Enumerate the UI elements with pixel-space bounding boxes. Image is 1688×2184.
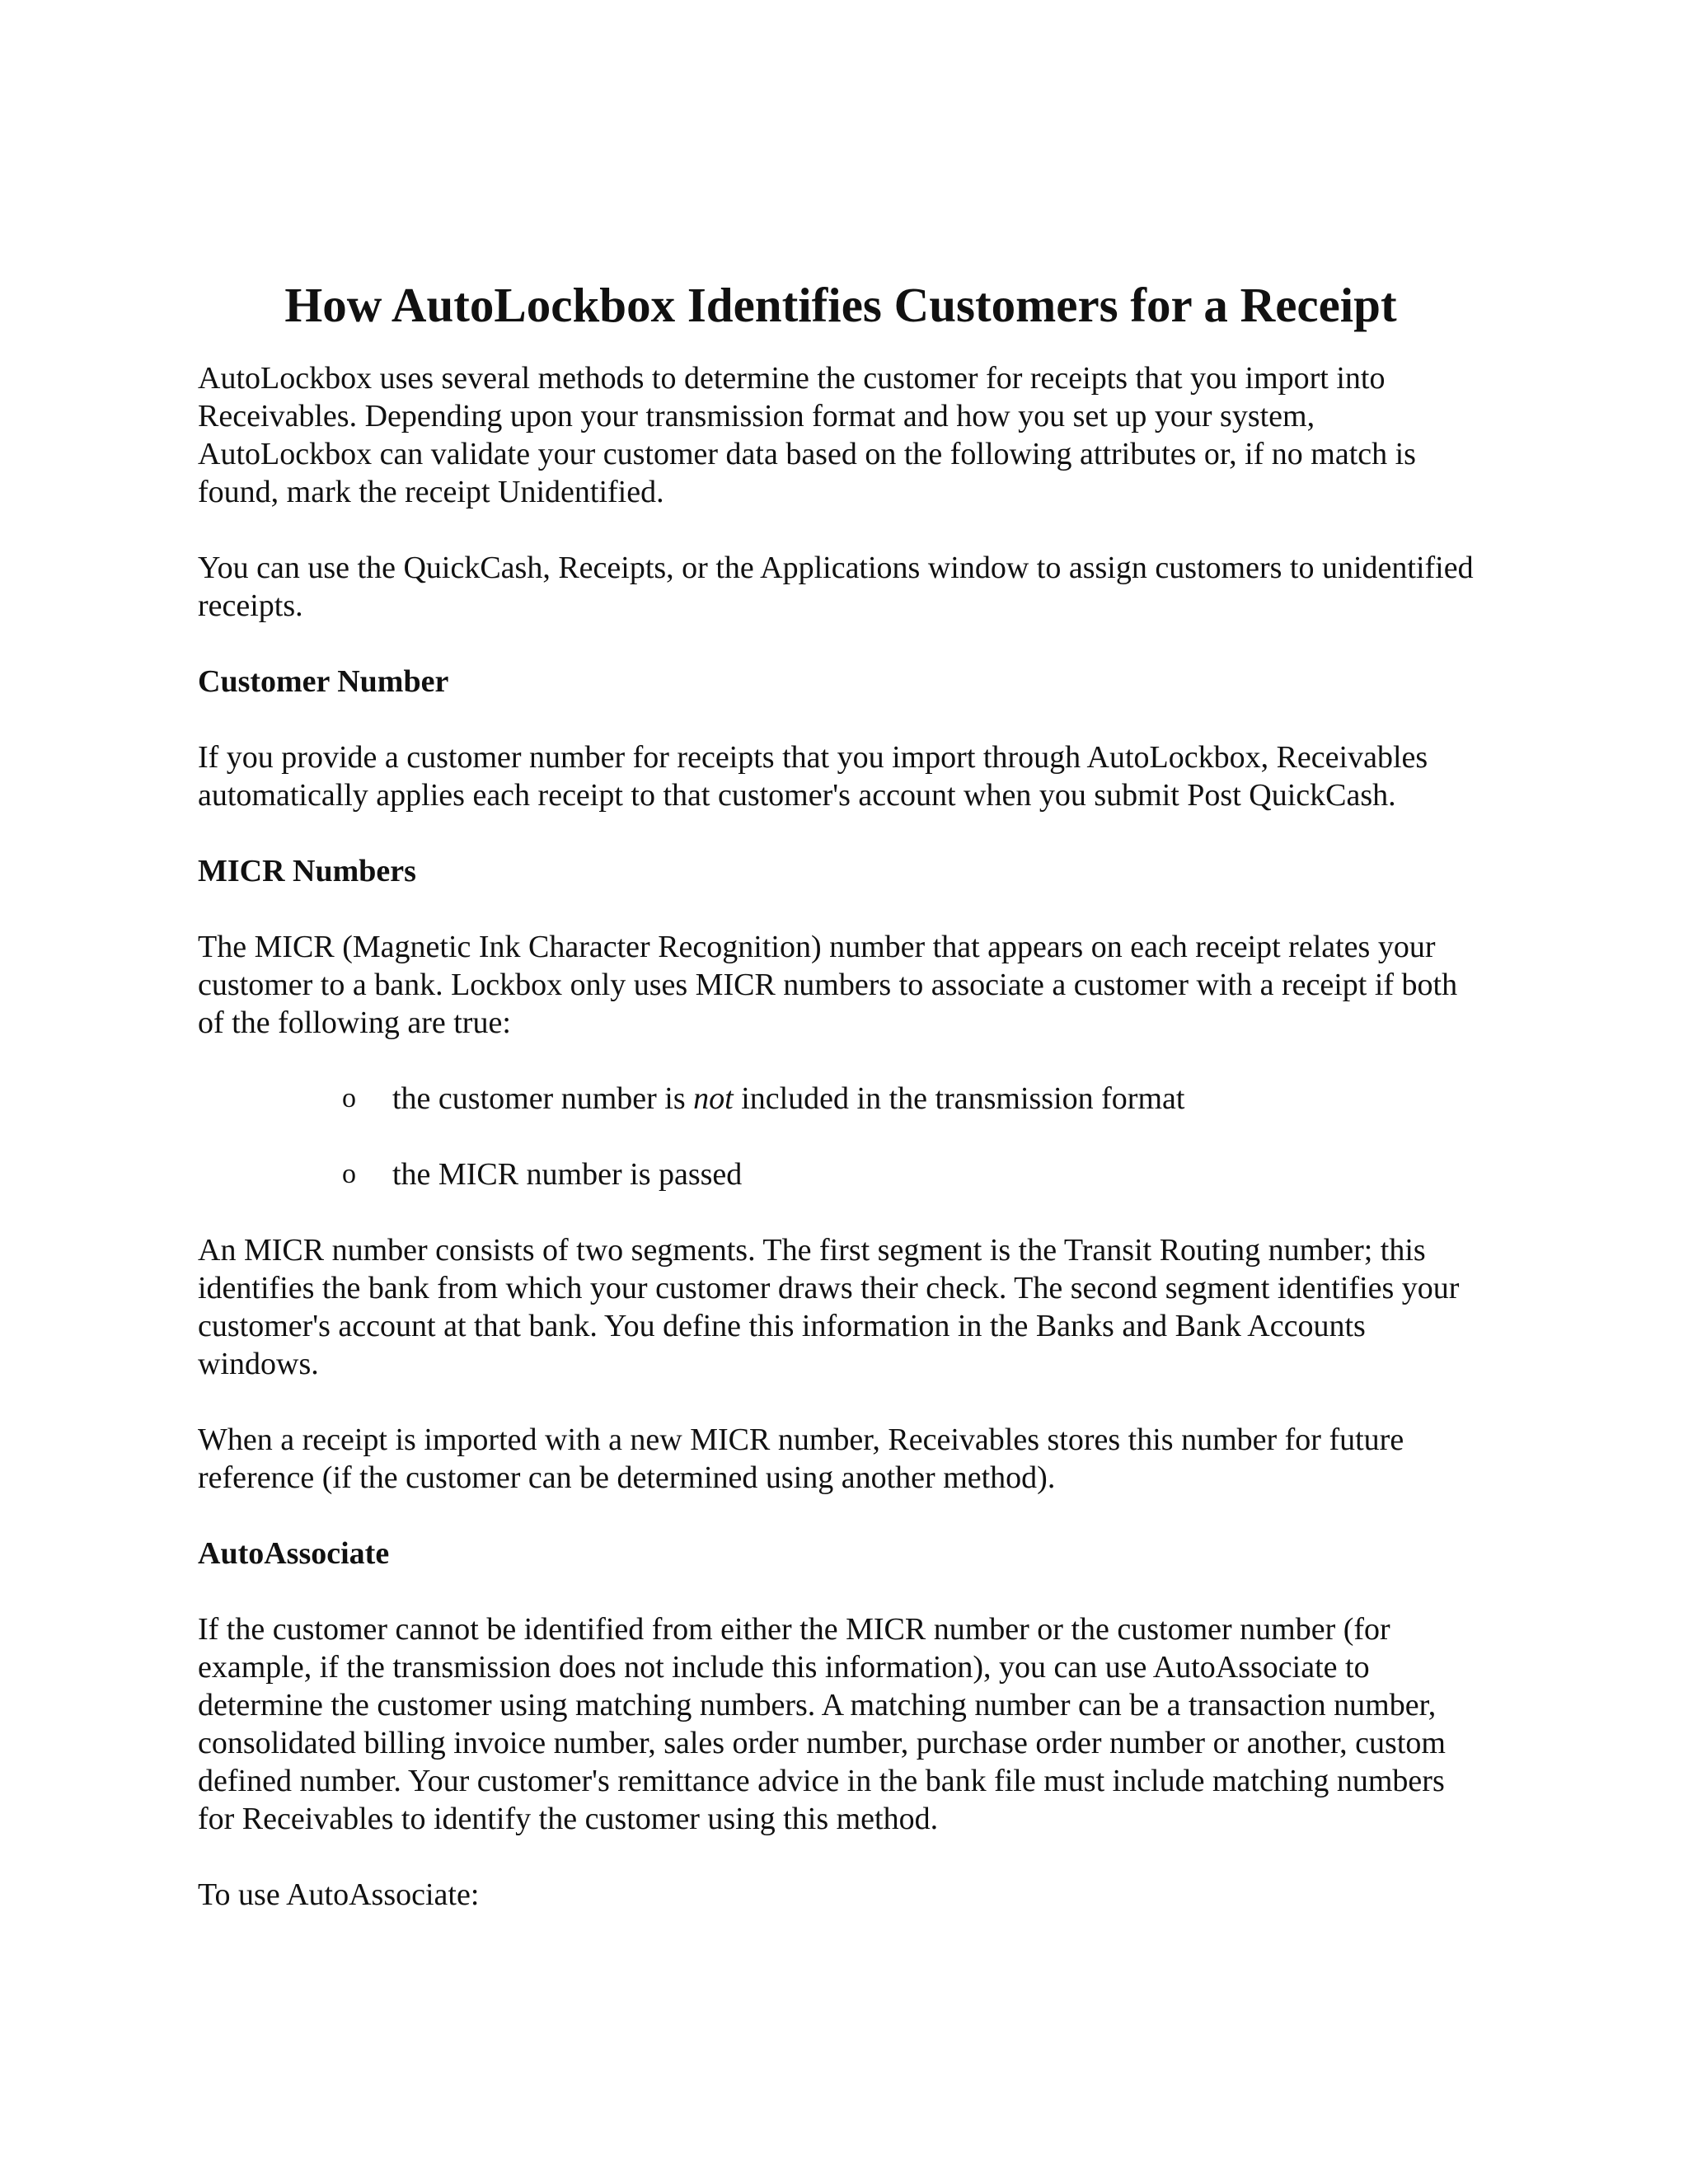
autoassociate-paragraph-1: If the customer cannot be identified from either the MICR number or the customer number (for example, if the transmission does not include this information), you can use AutoAssociate to determine the customer using matching numbers. A matching number can be a transaction number, consolidated billing invoice number, sales order number, purchase order number or another, custom defined number. Your customer's remittance advice in the bank file must include matching numbers for Receivables to identify the customer using this method. (198, 1612, 1446, 1836)
customer-number-paragraph: If you provide a customer number for receipts that you import through AutoLockbox, Receivables automatically applies each receipt to that customer's account when you submit Post QuickCash. (198, 740, 1428, 813)
micr-paragraph-1: The MICR (Magnetic Ink Character Recognition) number that appears on each receipt relates your customer to a bank. Lockbox only uses MICR numbers to associate a customer with a receipt if both of the following are true: (198, 930, 1458, 1040)
micr-paragraph-2: An MICR number consists of two segments. The first segment is the Transit Routing number; this identifies the bank from which your customer draws their check. The second segment identifies your customer's account at that bank. You define this information in the Banks and Bank Accounts windows. (198, 1233, 1460, 1381)
bullet-text-emphasis: not (693, 1081, 734, 1116)
intro-paragraph-2: You can use the QuickCash, Receipts, or the Applications window to assign customers to unidentified receipts. (198, 551, 1474, 623)
bullet-marker: o (342, 1159, 356, 1189)
bullet-marker: o (342, 1083, 356, 1113)
micr-conditions-list (198, 1080, 1484, 1193)
section-heading-customer-number: Customer Number (198, 664, 449, 699)
micr-paragraph-3: When a receipt is imported with a new MICR number, Receivables stores this number for future reference (if the customer can be determined using another method). (198, 1422, 1404, 1495)
bullet-text: the MICR number is passed (392, 1157, 743, 1192)
list-item (198, 1080, 1484, 1118)
list-spacer (198, 1118, 1484, 1155)
bullet-text-post: included in the transmission format (733, 1081, 1185, 1116)
list-item (198, 1155, 1484, 1193)
section-heading-micr-numbers: MICR Numbers (198, 854, 416, 888)
section-heading-autoassociate: AutoAssociate (198, 1536, 390, 1571)
page-title: How AutoLockbox Identifies Customers for a Receipt (284, 278, 1397, 332)
intro-paragraph: AutoLockbox uses several methods to determine the customer for receipts that you import into Receivables. Depending upon your transmission format and how you set up your system, AutoLockbox can validate your customer data based on the following attributes or, if no match is found, mark the receipt Unidentified. (198, 361, 1416, 509)
autoassociate-paragraph-2: To use AutoAssociate: (198, 1877, 480, 1912)
document-page (198, 272, 1484, 1914)
bullet-text-pre: the customer number is (392, 1081, 694, 1116)
